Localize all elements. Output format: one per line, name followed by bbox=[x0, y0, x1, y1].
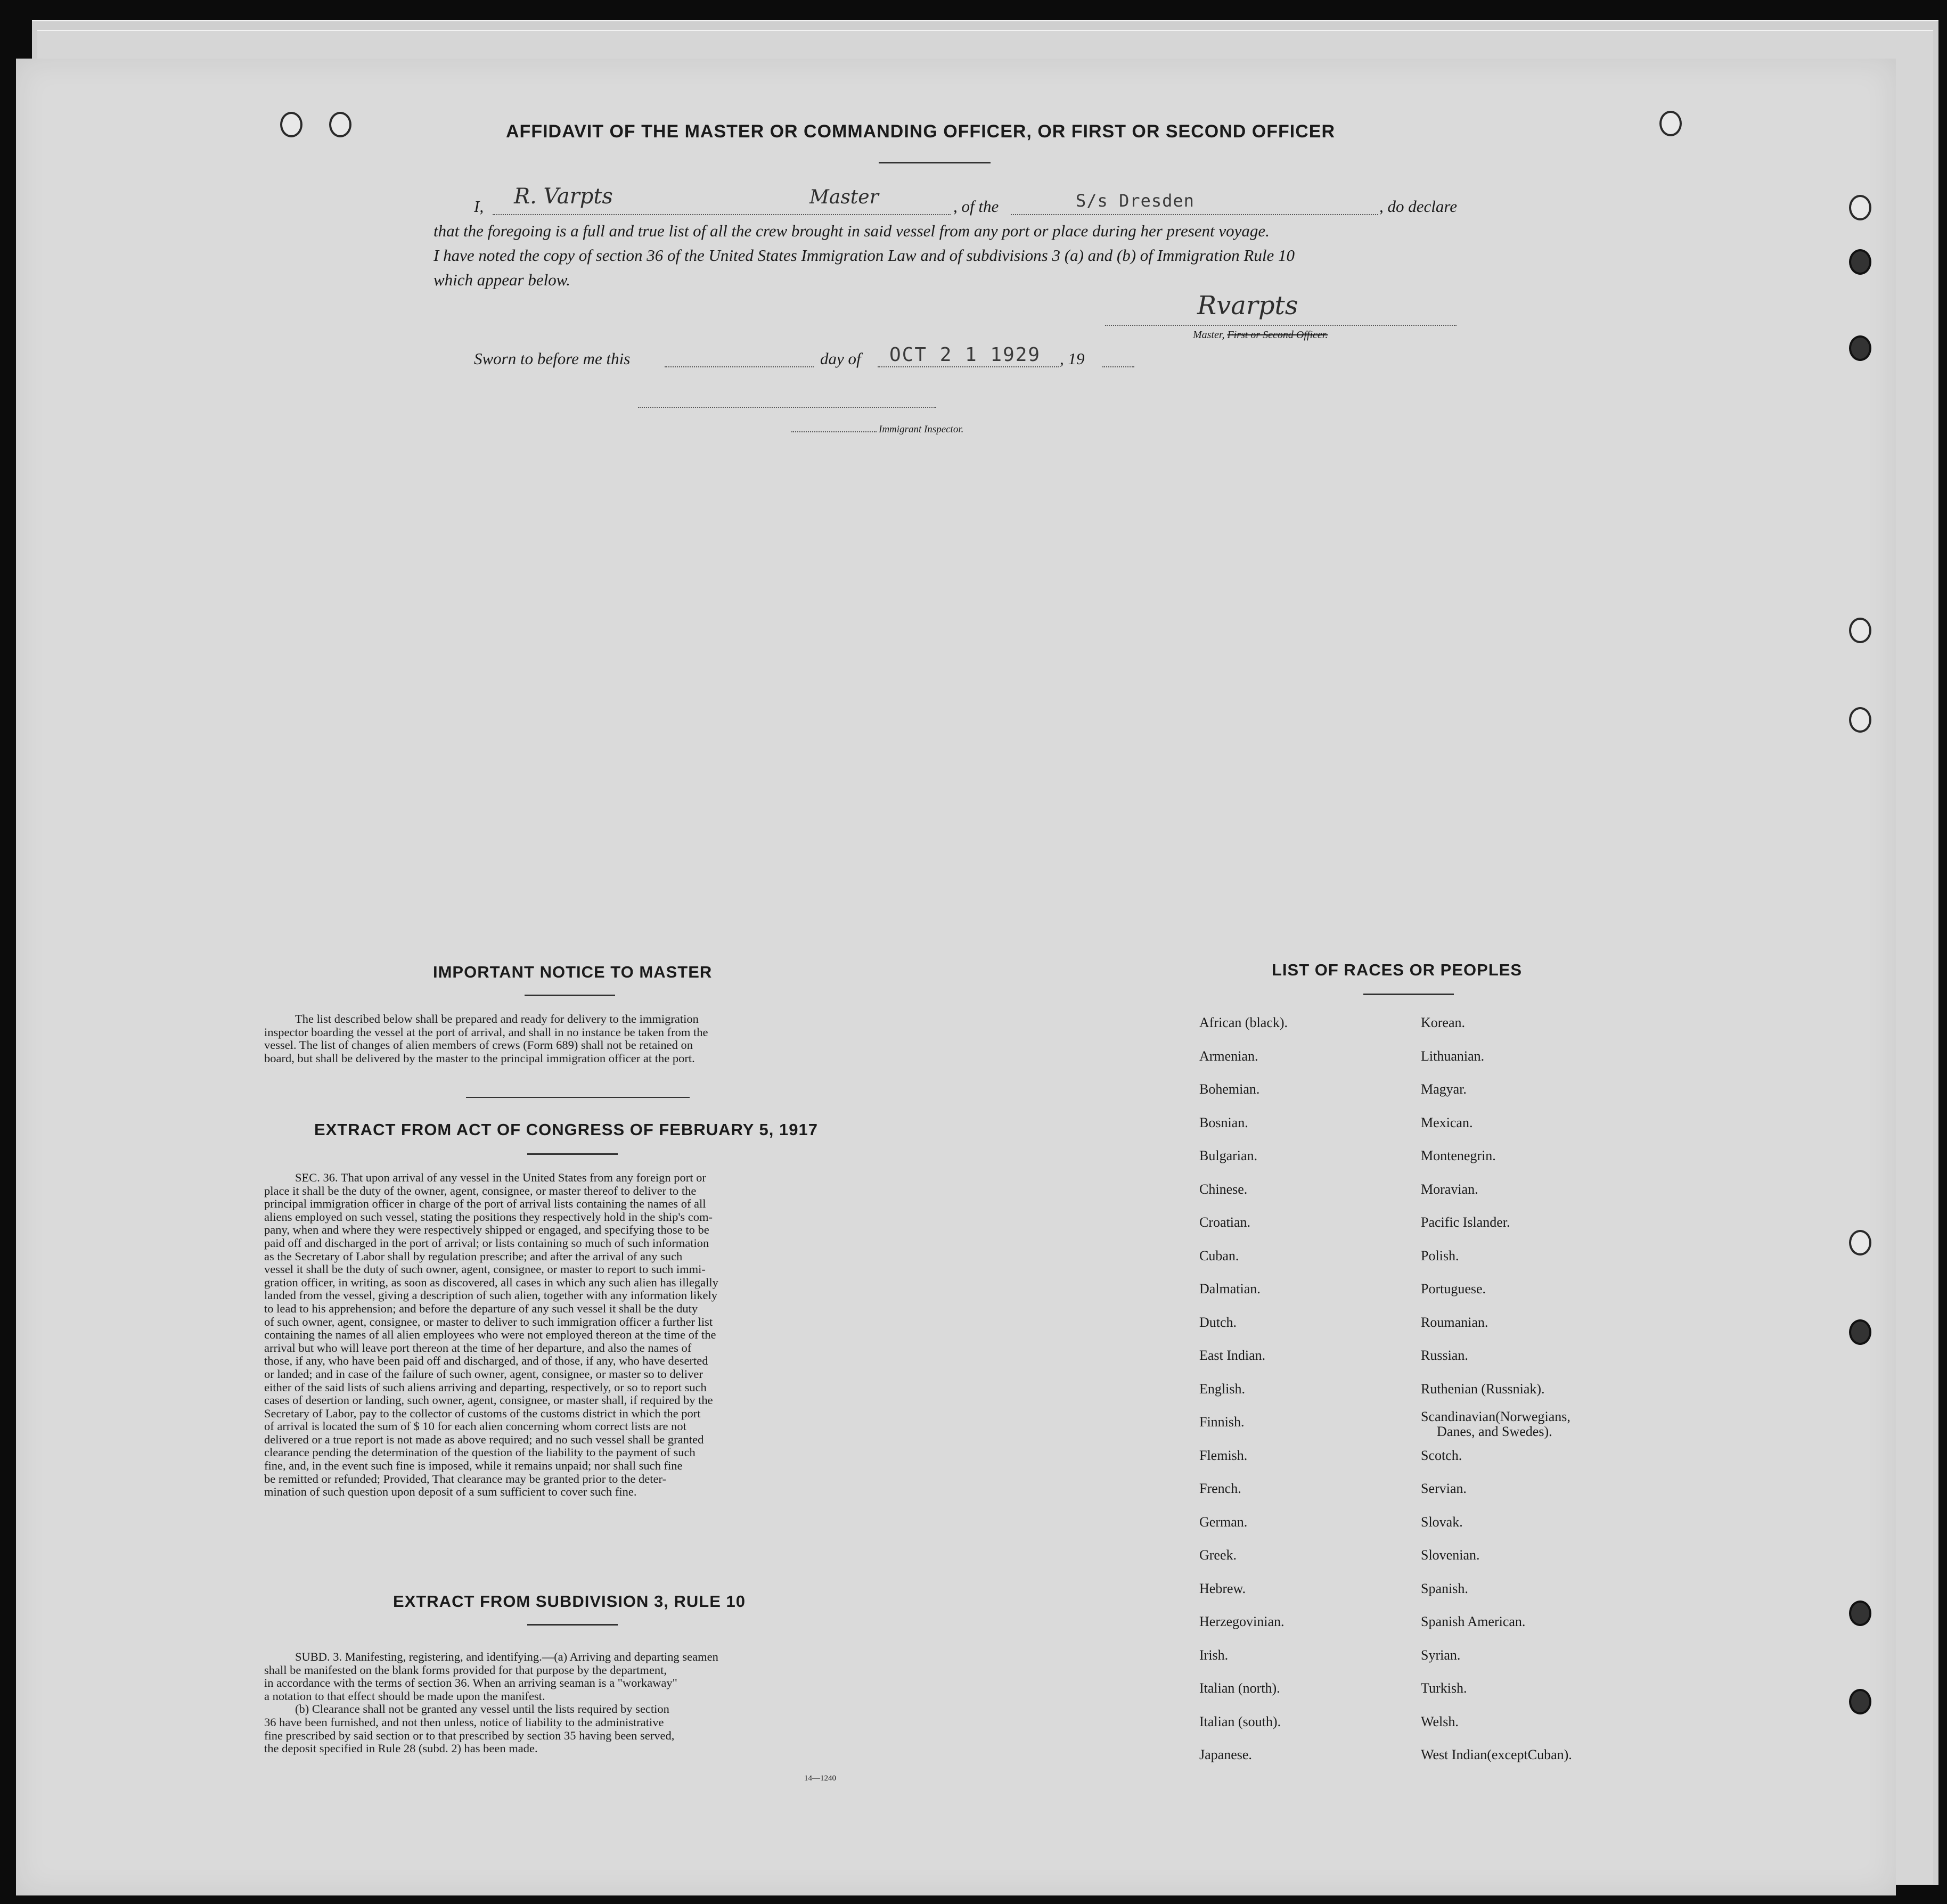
race-item: Lithuanian. bbox=[1421, 1048, 1485, 1064]
rule-line: shall be manifested on the blank forms provided for that purpose by the department, bbox=[264, 1663, 667, 1677]
act-line: delivered or a true report is not made as above required; and no such vessel shall be granted bbox=[264, 1432, 704, 1446]
notice-separator-rule bbox=[466, 1097, 690, 1098]
race-item: English. bbox=[1199, 1381, 1245, 1397]
notice-line-1: The list described below shall be prepared and ready for delivery to the immigration bbox=[295, 1012, 699, 1025]
affidavit-line3: I have noted the copy of section 36 of the United States Immigration Law and of subdivisions 3 (a) and (b) of Immigration Rule 10 bbox=[433, 246, 1295, 265]
inspector-caption-line bbox=[791, 431, 877, 432]
binder-hole-right-6 bbox=[1849, 1230, 1871, 1255]
inspector-signature-line bbox=[638, 407, 936, 408]
act-line: or landed; and in case of the failure of such owner, agent, consignee, or master so to deliver bbox=[264, 1367, 703, 1381]
act-line: Secretary of Labor, pay to the collector of customs of the customs district in which the port bbox=[264, 1406, 701, 1420]
act-line: to lead to his apprehension; and before the departure of any such vessel it shall be the duty bbox=[264, 1301, 698, 1315]
race-item: Mexican. bbox=[1421, 1114, 1473, 1130]
act-line: cases of desertion or landing, such owner, agent, consignee, or master shall, if required by the bbox=[264, 1393, 713, 1407]
race-item: Servian. bbox=[1421, 1481, 1467, 1496]
signature-line bbox=[1105, 325, 1457, 326]
act-line: arrival but who will leave port thereon at the time of her departure, and also the names of bbox=[264, 1341, 692, 1355]
sworn-year-line bbox=[1102, 366, 1134, 367]
race-item: Croatian. bbox=[1199, 1214, 1251, 1230]
extract-rule-title-rule bbox=[527, 1624, 618, 1626]
race-item: Welsh. bbox=[1421, 1713, 1459, 1729]
act-line: landed from the vessel, giving a description of such alien, together with any information likely bbox=[264, 1289, 718, 1302]
act-line: vessel it shall be the duty of such owner, agent, consignee, or master to report to such immi- bbox=[264, 1262, 706, 1276]
affidavit-line1-of-the: , of the bbox=[953, 197, 999, 216]
act-line: SEC. 36. That upon arrival of any vessel in the United States from any foreign port or bbox=[295, 1171, 706, 1184]
act-line: principal immigration officer in charge of the port of arrival lists containing the names of all bbox=[264, 1197, 706, 1211]
rule-line: the deposit specified in Rule 28 (subd. 2) has been made. bbox=[264, 1742, 538, 1755]
binder-hole-right-4 bbox=[1849, 618, 1871, 643]
binder-hole-top-left-1 bbox=[280, 112, 302, 137]
rule-line: a notation to that effect should be made upon the manifest. bbox=[264, 1689, 545, 1703]
affidavit-line1-declare: , do declare bbox=[1379, 197, 1458, 216]
race-item: Portuguese. bbox=[1421, 1281, 1486, 1296]
act-line: be remitted or refunded; Provided, That clearance may be granted prior to the deter- bbox=[264, 1472, 667, 1486]
vessel-name-stamp: S/s Dresden bbox=[1076, 191, 1195, 211]
race-item: Japanese. bbox=[1199, 1747, 1252, 1762]
race-item: Ruthenian (Russniak). bbox=[1421, 1381, 1545, 1397]
notice-line-3: vessel. The list of changes of alien members of crews (Form 689) shall not be retained on bbox=[264, 1038, 693, 1052]
race-item: Scandinavian(Norwegians, bbox=[1421, 1409, 1570, 1424]
rule-line: 36 have been furnished, and not then unless, notice of liability to the administrative bbox=[264, 1715, 664, 1729]
race-item: Spanish American. bbox=[1421, 1614, 1526, 1629]
race-item: Slovenian. bbox=[1421, 1547, 1480, 1563]
binder-hole-right-1 bbox=[1849, 195, 1871, 220]
race-item: Armenian. bbox=[1199, 1048, 1258, 1064]
act-line: paid off and discharged in the port of arrival; or lists containing so much of such information bbox=[264, 1236, 709, 1250]
races-title-rule bbox=[1363, 994, 1454, 995]
race-item: Greek. bbox=[1199, 1547, 1237, 1563]
binder-hole-right-2 bbox=[1849, 249, 1871, 275]
race-item: Moravian. bbox=[1421, 1181, 1478, 1197]
act-line: containing the names of all alien employees who were not employed thereon at the time of the bbox=[264, 1328, 716, 1342]
race-item: Syrian. bbox=[1421, 1647, 1461, 1663]
race-item: Italian (south). bbox=[1199, 1713, 1281, 1729]
race-item: Roumanian. bbox=[1421, 1314, 1488, 1330]
sworn-date-line bbox=[878, 366, 1059, 367]
race-item-continuation: Danes, and Swedes). bbox=[1437, 1424, 1552, 1439]
vessel-name-field-line bbox=[1011, 214, 1378, 215]
race-item: Polish. bbox=[1421, 1248, 1459, 1263]
act-line: fine, and, in the event such fine is imposed, while it remains unpaid; nor shall such fine bbox=[264, 1459, 683, 1473]
race-item: Bulgarian. bbox=[1199, 1148, 1258, 1163]
race-item: Dalmatian. bbox=[1199, 1281, 1261, 1296]
notice-line-4: board, but shall be delivered by the master to the principal immigration officer at the port. bbox=[264, 1051, 695, 1065]
affidavit-line4: which appear below. bbox=[433, 270, 570, 289]
race-item: Montenegrin. bbox=[1421, 1148, 1496, 1163]
binder-hole-right-5 bbox=[1849, 707, 1871, 733]
act-line: as the Secretary of Labor shall by regulation prescribe; and after the arrival of any such bbox=[264, 1249, 683, 1263]
act-line: pany, when and where they were respectively shipped or engaged, and specifying those to be bbox=[264, 1223, 709, 1237]
extract-act-body bbox=[264, 1171, 928, 1499]
race-item: Bosnian. bbox=[1199, 1114, 1248, 1130]
races-title: LIST OF RACES OR PEOPLES bbox=[1272, 961, 1523, 979]
signature-caption-struck: First or Second Officer. bbox=[1227, 329, 1328, 341]
rule-line: in accordance with the terms of section 36. When an arriving seaman is a "workaway" bbox=[264, 1676, 677, 1690]
binder-hole-right-9 bbox=[1849, 1689, 1871, 1714]
officer-title-handwriting: Master bbox=[809, 186, 879, 208]
binder-hole-right-8 bbox=[1849, 1601, 1871, 1626]
officer-name-handwriting: R. Varpts bbox=[514, 184, 613, 209]
rule-line: fine prescribed by said section or to that prescribed by section 35 having been served, bbox=[264, 1728, 675, 1742]
master-signature: Rvarpts bbox=[1197, 291, 1298, 321]
sworn-prefix: Sworn to before me this bbox=[474, 349, 631, 368]
signature-caption-master bbox=[1193, 329, 1328, 341]
binder-hole-right-3 bbox=[1849, 335, 1871, 361]
extract-rule-body bbox=[264, 1651, 928, 1755]
signature-caption-plain: Master, bbox=[1193, 329, 1225, 341]
sworn-date-stamp: OCT 2 1 1929 bbox=[889, 344, 1041, 366]
race-item: Scotch. bbox=[1421, 1447, 1462, 1463]
document-page bbox=[16, 59, 1896, 1895]
affidavit-line2: that the foregoing is a full and true list of all the crew brought in said vessel from any port or place during her present voyage. bbox=[433, 221, 1270, 240]
race-item: West Indian(exceptCuban). bbox=[1421, 1747, 1572, 1762]
binder-hole-right-7 bbox=[1849, 1319, 1871, 1345]
extract-act-title: EXTRACT FROM ACT OF CONGRESS OF FEBRUARY 5, 1917 bbox=[314, 1120, 818, 1139]
act-line: either of the said lists of such aliens arriving and departing, respectively, or so to report such bbox=[264, 1380, 707, 1394]
notice-line-2: inspector boarding the vessel at the port of arrival, and shall in no instance be taken from the bbox=[264, 1025, 708, 1039]
officer-name-field-line bbox=[493, 214, 951, 215]
inspector-caption: Immigrant Inspector. bbox=[879, 424, 964, 435]
race-item: Pacific Islander. bbox=[1421, 1214, 1510, 1230]
extract-rule-title: EXTRACT FROM SUBDIVISION 3, RULE 10 bbox=[393, 1592, 746, 1611]
affidavit-line1-prefix: I, bbox=[474, 197, 484, 216]
act-line: of such owner, agent, consignee, or master to deliver to such immigration officer a further list bbox=[264, 1315, 713, 1328]
race-item: Russian. bbox=[1421, 1348, 1468, 1363]
form-number: 14—1240 bbox=[804, 1774, 836, 1783]
sworn-day-of: day of bbox=[820, 349, 861, 368]
affidavit-title-rule bbox=[879, 162, 991, 163]
binder-hole-top-right bbox=[1659, 111, 1682, 136]
act-line: place it shall be the duty of the owner, agent, consignee, or master thereof to deliver to the bbox=[264, 1184, 697, 1197]
race-item: East Indian. bbox=[1199, 1348, 1266, 1363]
act-line: gration officer, in writing, as soon as discovered, all cases in which any such alien has illegally bbox=[264, 1275, 718, 1289]
race-item: Chinese. bbox=[1199, 1181, 1248, 1197]
notice-title: IMPORTANT NOTICE TO MASTER bbox=[433, 963, 713, 981]
rule-line: (b) Clearance shall not be granted any vessel until the lists required by section bbox=[295, 1702, 669, 1716]
rule-line: SUBD. 3. Manifesting, registering, and identifying.—(a) Arriving and departing seamen bbox=[295, 1650, 718, 1663]
act-line: those, if any, who have been paid off and discharged, and of those, if any, who have deserted bbox=[264, 1354, 708, 1368]
race-item: Korean. bbox=[1421, 1015, 1466, 1030]
race-item: Dutch. bbox=[1199, 1314, 1237, 1330]
race-item: Herzegovinian. bbox=[1199, 1614, 1285, 1629]
race-item: Italian (north). bbox=[1199, 1680, 1280, 1696]
race-item: Bohemian. bbox=[1199, 1081, 1260, 1097]
race-item: French. bbox=[1199, 1481, 1241, 1496]
affidavit-title: AFFIDAVIT OF THE MASTER OR COMMANDING OFFICER, OR FIRST OR SECOND OFFICER bbox=[506, 121, 1335, 142]
race-item: German. bbox=[1199, 1514, 1248, 1530]
race-item: Finnish. bbox=[1199, 1414, 1245, 1430]
sworn-year-prefix: , 19 bbox=[1060, 349, 1085, 368]
race-item: Irish. bbox=[1199, 1647, 1229, 1663]
race-item: Spanish. bbox=[1421, 1580, 1468, 1596]
act-line: clearance pending the determination of the question of the liability to the payment of such bbox=[264, 1446, 696, 1459]
race-item: Slovak. bbox=[1421, 1514, 1463, 1530]
race-item: Cuban. bbox=[1199, 1248, 1239, 1263]
race-item: Flemish. bbox=[1199, 1447, 1248, 1463]
binder-hole-top-left-2 bbox=[329, 112, 351, 137]
race-item: African (black). bbox=[1199, 1015, 1288, 1030]
act-line: aliens employed on such vessel, stating the positions they respectively hold in the ship's com- bbox=[264, 1210, 713, 1224]
race-item: Magyar. bbox=[1421, 1081, 1467, 1097]
race-item: Turkish. bbox=[1421, 1680, 1467, 1696]
act-line: of arrival is located the sum of $ 10 for each alien concerning whom correct lists are not bbox=[264, 1419, 686, 1433]
act-line: mination of such question upon deposit of a sum sufficient to cover such fine. bbox=[264, 1485, 637, 1499]
sworn-day-line bbox=[665, 366, 814, 367]
notice-title-rule bbox=[525, 995, 615, 996]
race-item: Hebrew. bbox=[1199, 1580, 1246, 1596]
extract-act-title-rule bbox=[527, 1153, 618, 1155]
notice-body bbox=[264, 1013, 928, 1065]
